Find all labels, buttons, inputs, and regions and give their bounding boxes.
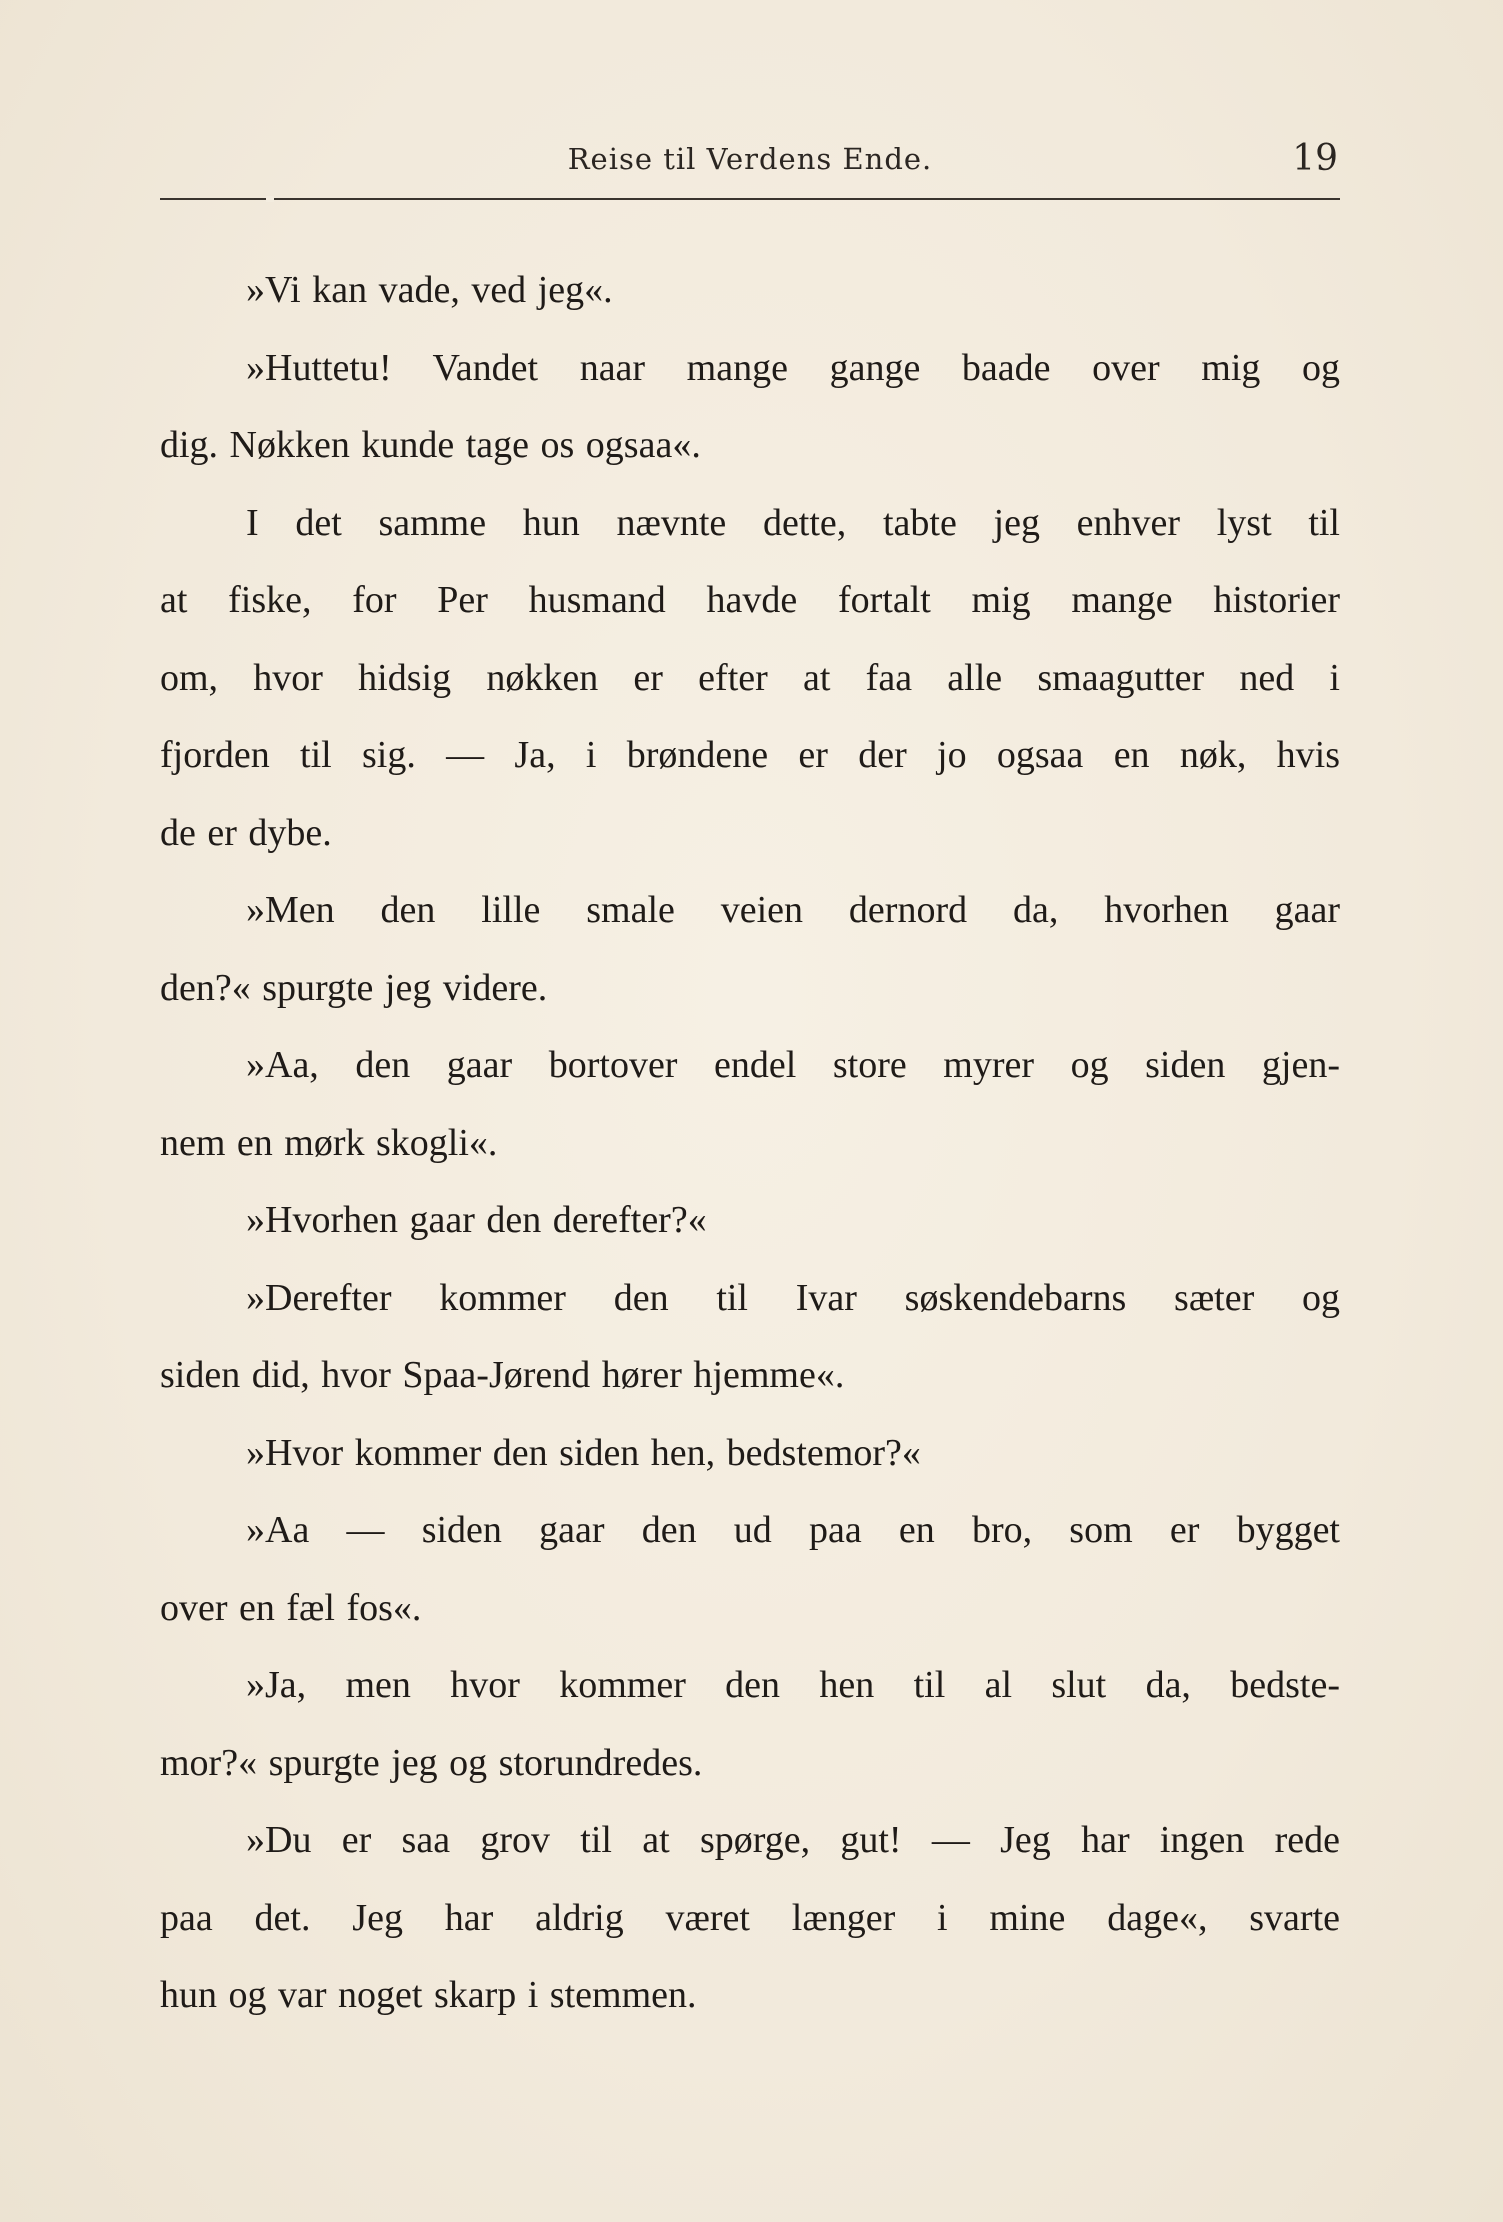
text-line: »Aa, den gaar bortover endel store myrer og siden gjen- (246, 1044, 1340, 1086)
text-line: mor?« spurgte jeg og storundredes. (160, 1741, 703, 1784)
body-text (160, 252, 1340, 2035)
text-line: hun og var noget skarp i stemmen. (160, 1974, 697, 2016)
text-line: dig. Nøkken kunde tage os ogsaa«. (160, 424, 701, 466)
text-line: fjorden til sig. — Ja, i brøndene er der jo ogsaa en nøk, hvis (160, 734, 1340, 776)
header-rule-gap (266, 196, 274, 202)
text-line: »Ja, men hvor kommer den hen til al slut da, bedste- (246, 1664, 1340, 1706)
running-header (160, 138, 1340, 188)
text-line: »Derefter kommer den til Ivar søskendebarns sæter og (246, 1276, 1340, 1319)
text-line: de er dybe. (160, 811, 332, 854)
text-line: at fiske, for Per husmand havde fortalt mig mange historier (160, 579, 1340, 621)
text-line: om, hvor hidsig nøkken er efter at faa alle smaagutter ned i (160, 656, 1340, 699)
text-line: paa det. Jeg har aldrig været længer i mine dage«, svarte (160, 1896, 1340, 1939)
text-line: »Hvor kommer den siden hen, bedstemor?« (246, 1431, 921, 1474)
text-line: nem en mørk skogli«. (160, 1121, 498, 1164)
text-line: »Hvorhen gaar den derefter?« (246, 1199, 707, 1241)
header-rule (160, 198, 1340, 200)
text-line: siden did, hvor Spaa-Jørend hører hjemme«. (160, 1354, 845, 1396)
running-title: Reise til Verdens Ende. (567, 142, 933, 176)
text-line: over en fæl fos«. (160, 1586, 422, 1629)
text-line: den?« spurgte jeg videre. (160, 966, 548, 1009)
text-line: I det samme hun nævnte dette, tabte jeg enhver lyst til (246, 501, 1340, 544)
text-line: »Vi kan vade, ved jeg«. (246, 269, 613, 311)
page-number: 19 (1292, 138, 1338, 179)
text-line: »Du er saa grov til at spørge, gut! — Jeg har ingen rede (246, 1819, 1340, 1861)
text-line: »Aa — siden gaar den ud paa en bro, som er bygget (246, 1509, 1340, 1551)
text-line: »Men den lille smale veien dernord da, hvorhen gaar (246, 889, 1340, 931)
text-line: »Huttetu! Vandet naar mange gange baade over mig og (246, 346, 1340, 389)
